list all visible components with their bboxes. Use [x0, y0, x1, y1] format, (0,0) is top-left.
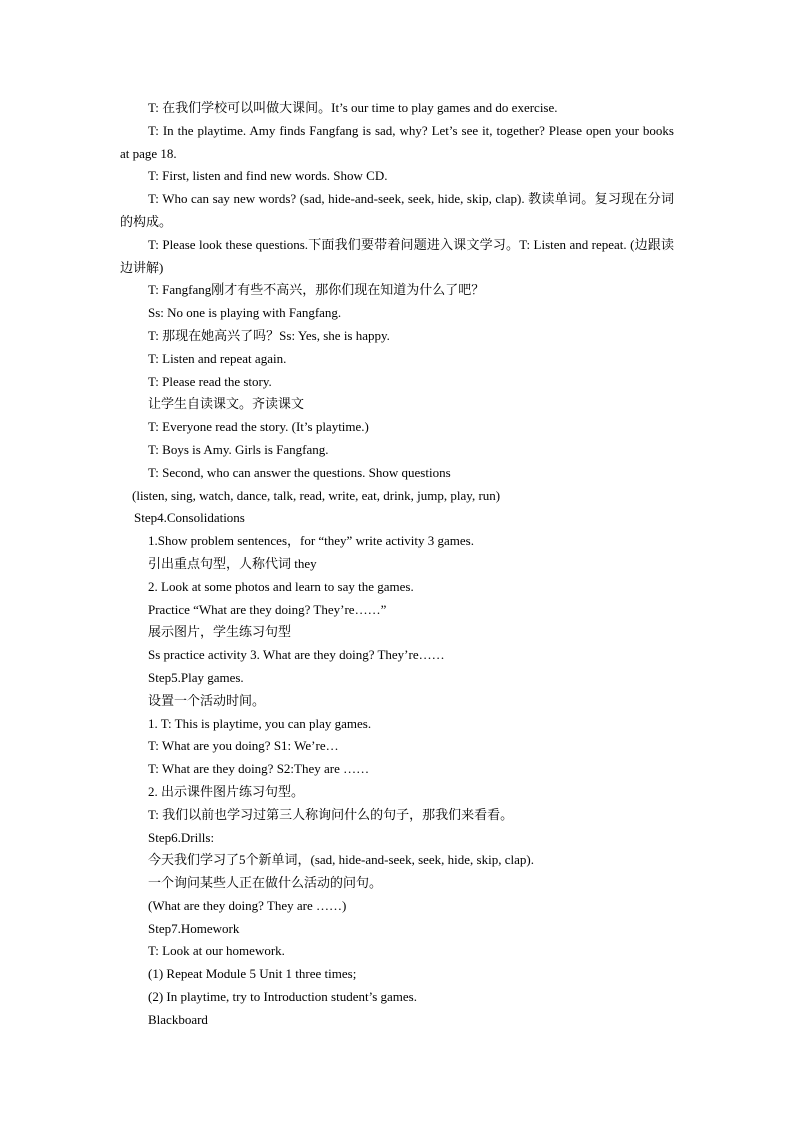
paragraph-line: T: 在我们学校可以叫做大课间。It’s our time to play games and do exercise.: [148, 100, 558, 115]
step-heading: Step6.Drills:: [148, 829, 215, 845]
paragraph-line: (1) Repeat Module 5 Unit 1 three times;: [148, 966, 357, 982]
paragraph-wrapped: T: In the playtime. Amy finds Fangfang is sad, why? Let’s see it, together? Please open your books at page 18.: [120, 122, 674, 161]
paragraph-line: T: What are they doing? S2:They are ……: [148, 761, 370, 777]
paragraph-line: T: 那现在她高兴了吗？Ss: Yes, she is happy.: [148, 327, 390, 343]
paragraph-line: 引出重点句型，人称代词 they: [148, 555, 317, 571]
paragraph-line: T: 我们以前也学习过第三人称询问什么的句子，那我们来看看。: [148, 806, 514, 822]
paragraph-line: T: Boys is Amy. Girls is Fangfang.: [148, 441, 329, 457]
paragraph-line: 今天我们学习了5个新单词，(sad, hide-and-seek, seek, hide, skip, clap).: [148, 852, 534, 868]
paragraph-line: T: What are you doing? S1: We’re…: [148, 738, 339, 754]
paragraph-line: T: Second, who can answer the questions. Show questions: [148, 464, 451, 480]
paragraph-line: T: Please read the story.: [148, 373, 272, 389]
paragraph-line: T: Everyone read the story. (It’s playtime.): [148, 419, 369, 435]
paragraph-line: T: Fangfang刚才有些不高兴，那你们现在知道为什么了吧？: [148, 282, 485, 298]
paragraph-line: 展示图片，学生练习句型: [148, 624, 292, 640]
paragraph-line: 1.Show problem sentences，for “they” write activity 3 games.: [148, 533, 474, 549]
document-page: [0, 97, 794, 1032]
paragraph-line: 让学生自读课文。齐读课文: [148, 396, 305, 412]
paragraph-line: (listen, sing, watch, dance, talk, read, write, eat, drink, jump, play, run): [132, 487, 501, 503]
paragraph-line: 2. 出示课件图片练习句型。: [148, 783, 305, 799]
paragraph-line: (What are they doing? They are ……): [148, 897, 347, 913]
paragraph-wrapped: T: Please look these questions.下面我们要带着问题进入课文学习。T: Listen and repeat. (边跟读边讲解): [120, 236, 674, 275]
paragraph-line: 设置一个活动时间。: [148, 692, 266, 708]
paragraph-line: T: Look at our homework.: [148, 943, 285, 959]
paragraph-line: 一个询问某些人正在做什么活动的问句。: [148, 875, 383, 891]
paragraph-line: (2) In playtime, try to Introduction student’s games.: [148, 989, 417, 1005]
paragraph-wrapped: T: Who can say new words? (sad, hide-and-seek, seek, hide, skip, clap). 教读单词。复习现在分词的构成。: [120, 191, 674, 229]
paragraph-line: T: First, listen and find new words. Show CD.: [148, 168, 388, 184]
paragraph-line: 1. T: This is playtime, you can play games.: [148, 715, 372, 731]
paragraph-line: Ss practice activity 3. What are they doing? They’re……: [148, 647, 445, 663]
section-heading-blackboard: Blackboard: [148, 1011, 208, 1027]
paragraph-line: T: Listen and repeat again.: [148, 350, 287, 366]
step-heading: Step5.Play games.: [148, 669, 244, 685]
paragraph-line: Practice “What are they doing? They’re……”: [148, 601, 387, 617]
step-heading: Step7.Homework: [148, 920, 240, 936]
step-heading: Step4.Consolidations: [134, 510, 245, 526]
paragraph-line: 2. Look at some photos and learn to say the games.: [148, 578, 414, 594]
paragraph-line: Ss: No one is playing with Fangfang.: [148, 305, 342, 321]
